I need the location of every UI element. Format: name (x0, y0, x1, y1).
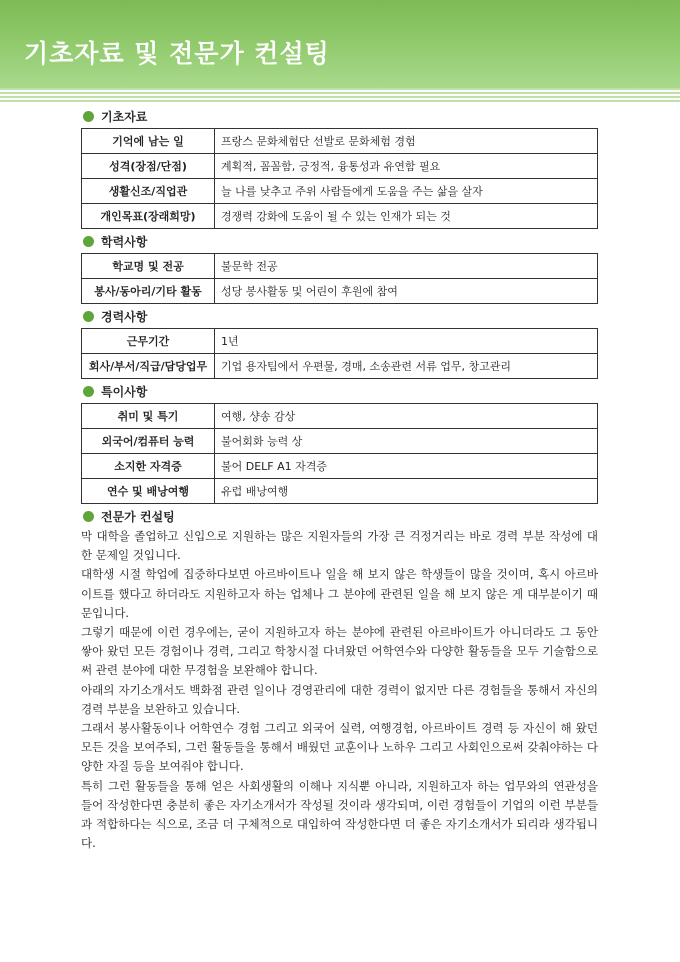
row-value: 경쟁력 강화에 도움이 될 수 있는 인재가 되는 것 (215, 204, 598, 229)
table-row (82, 454, 598, 479)
table-row (82, 179, 598, 204)
row-label: 성격(장점/단점) (82, 154, 215, 179)
row-value: 1년 (215, 329, 598, 354)
row-value: 불어 DELF A1 자격증 (215, 454, 598, 479)
row-label: 소지한 자격증 (82, 454, 215, 479)
section-title: 특이사항 (101, 384, 148, 399)
row-value: 계획적, 꼼꼼함, 긍정적, 융통성과 유연함 필요 (215, 154, 598, 179)
section-heading-career (81, 306, 598, 326)
table-row (82, 129, 598, 154)
row-label: 회사/부서/직급/담당업무 (82, 354, 215, 379)
bullet-icon (83, 511, 94, 522)
paragraph: 특히 그런 활동들을 통해 얻은 사회생활의 이해나 지식뿐 아니라, 지원하고자 하는 업무와의 연관성을 들어 작성한다면 충분히 좋은 자기소개서가 작성될 것이라 생각되며, 이런 경험들이 기업의 이런 부분들과 적합하다는 식으로, 조금 더 구체적으로 대입하여 작성한다면 더 좋은 자기소개서가 되리라 생각됩니다. (81, 778, 598, 851)
section-title: 경력사항 (101, 309, 148, 324)
row-label: 학교명 및 전공 (82, 254, 215, 279)
paragraph: 그렇기 때문에 이런 경우에는, 굳이 지원하고자 하는 분야에 관련된 아르바이트가 아니더라도 그 동안 쌓아 왔던 모든 경험이나 경력, 그리고 학창시절 다녀왔던 어학연수와 다양한 활동들을 모두 기술함으로써 관련 분야에 대한 무경험을 보완해야 합니다. (81, 625, 598, 678)
bullet-icon (83, 386, 94, 397)
header-stripes (0, 88, 680, 104)
basic-info-table (81, 128, 598, 229)
special-table (81, 403, 598, 504)
page-title: 기초자료 및 전문가 컨설팅 (24, 39, 330, 68)
document-body (81, 104, 598, 853)
table-row (82, 329, 598, 354)
bullet-icon (83, 236, 94, 247)
section-title: 학력사항 (101, 234, 148, 249)
table-row (82, 254, 598, 279)
table-row (82, 154, 598, 179)
table-row (82, 279, 598, 304)
paragraph: 그래서 봉사활동이나 어학연수 경험 그리고 외국어 실력, 여행경험, 아르바이트 경력 등 자신이 해 왔던 모든 것을 보여주되, 그런 활동들을 통해서 배웠던 교훈이나 노하우 그리고 사회인으로써 갖춰야하는 다양한 자질 등을 보여줘야 합니다. (81, 721, 598, 774)
row-label: 봉사/동아리/기타 활동 (82, 279, 215, 304)
paragraph: 막 대학을 졸업하고 신입으로 지원하는 많은 지원자들의 가장 큰 걱정거리는 바로 경력 부분 작성에 대한 문제일 것입니다. (81, 529, 598, 563)
bullet-icon (83, 311, 94, 322)
consulting-text (81, 527, 598, 853)
row-label: 외국어/컴퓨터 능력 (82, 429, 215, 454)
row-value: 기업 용자팀에서 우편물, 경매, 소송관련 서류 업무, 창고관리 (215, 354, 598, 379)
education-table (81, 253, 598, 304)
row-label: 생활신조/직업관 (82, 179, 215, 204)
row-value: 성당 봉사활동 및 어린이 후원에 참여 (215, 279, 598, 304)
table-row (82, 429, 598, 454)
row-value: 늘 나를 낮추고 주위 사람들에게 도움을 주는 삶을 살자 (215, 179, 598, 204)
row-value: 여행, 샹송 감상 (215, 404, 598, 429)
paragraph: 대학생 시절 학업에 집중하다보면 아르바이트나 일을 해 보지 않은 학생들이 많을 것이며, 혹시 아르바이트를 했다고 하더라도 지원하고자 하는 업체나 그 분야에 관련된 일을 해 보지 않은 게 대부분이기 때문입니다. (81, 567, 598, 620)
paragraph: 아래의 자기소개서도 백화점 관련 일이나 경영관리에 대한 경력이 없지만 다른 경험들을 통해서 자신의 경력 부분을 보완하고 있습니다. (81, 682, 598, 716)
row-label: 기억에 남는 일 (82, 129, 215, 154)
row-value: 프랑스 문화체험단 선발로 문화체험 경험 (215, 129, 598, 154)
section-heading-consulting (81, 506, 598, 526)
table-row (82, 204, 598, 229)
section-heading-basic (81, 106, 598, 126)
section-title: 전문가 컨설팅 (101, 509, 175, 524)
section-heading-education (81, 231, 598, 251)
section-title: 기초자료 (101, 109, 148, 124)
section-heading-special (81, 381, 598, 401)
table-row (82, 479, 598, 504)
career-table (81, 328, 598, 379)
page-header (0, 0, 680, 88)
row-value: 불문학 전공 (215, 254, 598, 279)
row-value: 유럽 배낭여행 (215, 479, 598, 504)
table-row (82, 354, 598, 379)
table-row (82, 404, 598, 429)
row-label: 취미 및 특기 (82, 404, 215, 429)
row-label: 개인목표(장래희망) (82, 204, 215, 229)
row-value: 불어회화 능력 상 (215, 429, 598, 454)
row-label: 근무기간 (82, 329, 215, 354)
row-label: 연수 및 배낭여행 (82, 479, 215, 504)
bullet-icon (83, 111, 94, 122)
